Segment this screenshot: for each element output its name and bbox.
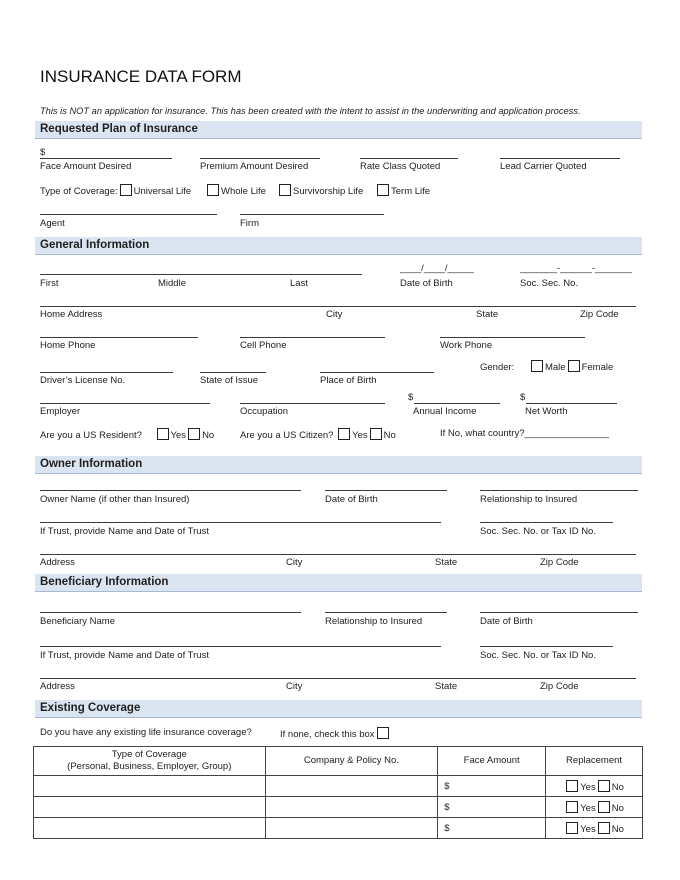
none-row: [280, 727, 391, 740]
beneficiary-address-input[interactable]: [40, 678, 636, 679]
section-beneficiary-information: [35, 574, 642, 592]
no-label: No: [202, 430, 215, 441]
replacement-no-checkbox[interactable]: [598, 780, 610, 792]
employer-input[interactable]: [40, 403, 210, 404]
beneficiary-state-label: State: [435, 681, 458, 692]
ssn-label: Soc. Sec. No.: [520, 278, 579, 289]
face-amount-input[interactable]: [40, 158, 172, 159]
us-citizen-no-checkbox[interactable]: [370, 428, 382, 440]
occupation-label: Occupation: [240, 406, 289, 417]
beneficiary-tax-id-input[interactable]: [480, 646, 613, 647]
term-life-label: Term Life: [391, 186, 431, 197]
us-citizen-yes-checkbox[interactable]: [338, 428, 350, 440]
no-label: No: [383, 430, 396, 441]
replacement-yes-checkbox[interactable]: [566, 822, 578, 834]
state-label: State: [476, 309, 499, 320]
no-label: No: [611, 823, 624, 835]
dollar-sign: $: [444, 780, 450, 792]
lead-carrier-label: Lead Carrier Quoted: [500, 161, 587, 172]
company-cell[interactable]: [265, 818, 438, 839]
replacement-no-checkbox[interactable]: [598, 822, 610, 834]
survivorship-life-option: [277, 184, 363, 197]
owner-zip-label: Zip Code: [540, 557, 579, 568]
middle-name-label: Middle: [158, 278, 186, 289]
col-type-subtitle: (Personal, Business, Employer, Group): [67, 761, 232, 772]
replacement-cell: [546, 797, 643, 818]
term-life-option: [375, 184, 430, 197]
beneficiary-dob-input[interactable]: [480, 612, 638, 613]
beneficiary-tax-id-label: Soc. Sec. No. or Tax ID No.: [480, 650, 596, 661]
beneficiary-zip-label: Zip Code: [540, 681, 579, 692]
disclaimer-text: This is NOT an application for insurance. This has been created with the intent to assist in the underwriting and application process.: [40, 106, 581, 116]
beneficiary-relationship-label: Relationship to Insured: [325, 616, 423, 627]
col-type-header: [34, 747, 266, 776]
gender-row: [480, 360, 613, 373]
coverage-type-label: Type of Coverage:: [40, 186, 118, 197]
replacement-yes-checkbox[interactable]: [566, 801, 578, 813]
owner-relationship-input[interactable]: [480, 490, 638, 491]
home-phone-input[interactable]: [40, 337, 198, 338]
city-label: City: [326, 309, 343, 320]
form-title: INSURANCE DATA FORM: [40, 67, 242, 86]
table-row: [34, 818, 643, 839]
beneficiary-name-label: Beneficiary Name: [40, 616, 115, 627]
full-name-input[interactable]: [40, 274, 362, 275]
owner-relationship-label: Relationship to Insured: [480, 494, 578, 505]
us-citizen-label: Are you a US Citizen?: [240, 430, 334, 441]
section-existing-coverage: [35, 700, 642, 718]
yes-label: Yes: [170, 430, 187, 441]
home-phone-label: Home Phone: [40, 340, 96, 351]
company-cell[interactable]: [265, 797, 438, 818]
section-general-information: [35, 237, 642, 255]
owner-address-input[interactable]: [40, 554, 636, 555]
zip-label: Zip Code: [580, 309, 619, 320]
face-amount-cell[interactable]: [438, 797, 546, 818]
ssn-input[interactable]: _______-______-_______: [520, 263, 632, 274]
whole-life-label: Whole Life: [221, 186, 266, 197]
owner-trust-label: If Trust, provide Name and Date of Trust: [40, 526, 209, 537]
replacement-cell: [546, 818, 643, 839]
net-worth-label: Net Worth: [525, 406, 568, 417]
female-checkbox[interactable]: [568, 360, 580, 372]
us-resident-row: [40, 428, 214, 441]
survivorship-life-checkbox[interactable]: [279, 184, 291, 196]
cell-phone-label: Cell Phone: [240, 340, 287, 351]
coverage-type-row: [40, 184, 191, 197]
agent-input[interactable]: [40, 214, 217, 215]
yes-label: Yes: [580, 802, 596, 814]
us-resident-yes-checkbox[interactable]: [157, 428, 169, 440]
premium-amount-input[interactable]: [200, 158, 320, 159]
lead-carrier-input[interactable]: [500, 158, 620, 159]
type-cell[interactable]: [34, 776, 266, 797]
dob-input[interactable]: ____/____/_____: [400, 263, 474, 274]
occupation-input[interactable]: [240, 403, 385, 404]
owner-city-label: City: [286, 557, 303, 568]
place-of-birth-input[interactable]: [320, 372, 434, 373]
us-resident-label: Are you a US Resident?: [40, 430, 142, 441]
agent-label: Agent: [40, 218, 65, 229]
state-of-issue-input[interactable]: [200, 372, 266, 373]
net-worth-dollar: $: [520, 392, 526, 403]
first-name-label: First: [40, 278, 59, 289]
annual-income-label: Annual Income: [413, 406, 477, 417]
premium-amount-label: Premium Amount Desired: [200, 161, 309, 172]
term-life-checkbox[interactable]: [377, 184, 389, 196]
owner-state-label: State: [435, 557, 458, 568]
yes-label: Yes: [352, 430, 368, 441]
whole-life-checkbox[interactable]: [207, 184, 219, 196]
firm-input[interactable]: [240, 214, 384, 215]
existing-coverage-table: [33, 746, 643, 839]
no-coverage-checkbox[interactable]: [377, 727, 389, 739]
owner-address-label: Address: [40, 557, 75, 568]
section-title: Requested Plan of Insurance: [40, 123, 198, 135]
yes-label: Yes: [580, 781, 596, 793]
section-requested-plan: [35, 121, 642, 139]
table-header-row: [34, 747, 643, 776]
owner-name-label: Owner Name (if other than Insured): [40, 494, 190, 505]
section-title: Owner Information: [40, 458, 143, 470]
replacement-no-checkbox[interactable]: [598, 801, 610, 813]
col-face-header: Face Amount: [438, 747, 546, 776]
annual-income-input[interactable]: [414, 403, 500, 404]
state-of-issue-label: State of Issue: [200, 375, 259, 386]
cell-phone-input[interactable]: [240, 337, 385, 338]
employer-label: Employer: [40, 406, 81, 417]
universal-life-label: Universal Life: [133, 186, 192, 197]
none-label: If none, check this box: [280, 729, 375, 740]
beneficiary-trust-input[interactable]: [40, 646, 441, 647]
type-cell[interactable]: [34, 797, 266, 818]
work-phone-label: Work Phone: [440, 340, 493, 351]
face-amount-cell[interactable]: [438, 818, 546, 839]
beneficiary-relationship-input[interactable]: [325, 612, 447, 613]
male-checkbox[interactable]: [531, 360, 543, 372]
gender-label: Gender:: [480, 362, 515, 373]
existing-coverage-question: Do you have any existing life insurance coverage?: [40, 727, 252, 738]
home-address-input[interactable]: [40, 306, 636, 307]
income-dollar: $: [408, 392, 414, 403]
home-address-label: Home Address: [40, 309, 103, 320]
whole-life-option: [205, 184, 266, 197]
beneficiary-trust-label: If Trust, provide Name and Date of Trust: [40, 650, 209, 661]
owner-dob-label: Date of Birth: [325, 494, 378, 505]
col-company-header: Company & Policy No.: [265, 747, 438, 776]
owner-tax-id-input[interactable]: [480, 522, 613, 523]
replacement-cell: [546, 776, 643, 797]
us-citizen-row: [240, 428, 396, 441]
what-country-field[interactable]: If No, what country?________________: [440, 428, 610, 439]
section-title: Beneficiary Information: [40, 576, 169, 588]
rate-class-label: Rate Class Quoted: [360, 161, 441, 172]
table-row: [34, 776, 643, 797]
owner-trust-input[interactable]: [40, 522, 441, 523]
beneficiary-name-input[interactable]: [40, 612, 301, 613]
owner-dob-input[interactable]: [325, 490, 447, 491]
face-amount-label: Face Amount Desired: [40, 161, 132, 172]
section-owner-information: [35, 456, 642, 474]
col-replacement-header: Replacement: [546, 747, 643, 776]
female-label: Female: [581, 362, 614, 373]
face-amount-cell[interactable]: [438, 776, 546, 797]
male-label: Male: [544, 362, 566, 373]
section-title: Existing Coverage: [40, 702, 141, 714]
drivers-license-label: Driver’s License No.: [40, 375, 126, 386]
col-type-title: Type of Coverage: [111, 749, 187, 760]
rate-class-input[interactable]: [360, 158, 458, 159]
section-title: General Information: [40, 239, 150, 251]
company-cell[interactable]: [265, 776, 438, 797]
table-row: [34, 797, 643, 818]
last-name-label: Last: [290, 278, 308, 289]
us-resident-no-checkbox[interactable]: [188, 428, 200, 440]
survivorship-life-label: Survivorship Life: [293, 186, 364, 197]
no-label: No: [611, 781, 624, 793]
work-phone-input[interactable]: [440, 337, 585, 338]
type-cell[interactable]: [34, 818, 266, 839]
beneficiary-dob-label: Date of Birth: [480, 616, 533, 627]
place-of-birth-label: Place of Birth: [320, 375, 377, 386]
face-amount-dollar: $: [40, 147, 46, 158]
dob-label: Date of Birth: [400, 278, 453, 289]
beneficiary-address-label: Address: [40, 681, 75, 692]
yes-label: Yes: [580, 823, 596, 835]
firm-label: Firm: [240, 218, 259, 229]
owner-tax-id-label: Soc. Sec. No. or Tax ID No.: [480, 526, 596, 537]
replacement-yes-checkbox[interactable]: [566, 780, 578, 792]
dollar-sign: $: [444, 801, 450, 813]
drivers-license-input[interactable]: [40, 372, 173, 373]
dollar-sign: $: [444, 822, 450, 834]
universal-life-checkbox[interactable]: [120, 184, 132, 196]
no-label: No: [611, 802, 624, 814]
beneficiary-city-label: City: [286, 681, 303, 692]
net-worth-input[interactable]: [526, 403, 617, 404]
owner-name-input[interactable]: [40, 490, 301, 491]
